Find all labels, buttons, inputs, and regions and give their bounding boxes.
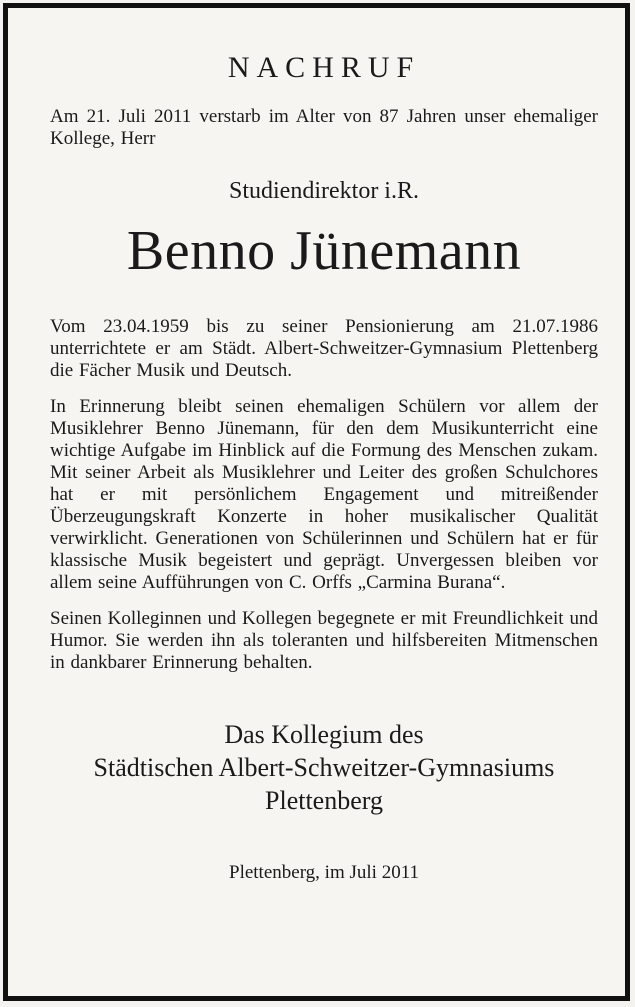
paragraph-career: Vom 23.04.1959 bis zu seiner Pensionierung am 21.07.1986 unterrichtete er am Städt. Albert-Schweitzer-Gymnasium Plettenberg die Fächer Musik und Deutsch. bbox=[50, 316, 598, 381]
deceased-title: Studiendirektor i.R. bbox=[229, 178, 419, 204]
paragraph-colleagues: Seinen Kolleginnen und Kollegen begegnete er mit Freundlichkeit und Humor. Sie werden ihn als toleranten und hilfsbereiten Mitmenschen in dankbarer Erinnerung behalten. bbox=[50, 608, 598, 673]
signature-line-1: Das Kollegium des bbox=[224, 720, 424, 749]
signature-line-2: Städtischen Albert-Schweitzer-Gymnasiums bbox=[93, 753, 555, 782]
obituary-frame bbox=[3, 3, 630, 1001]
place-date: Plettenberg, im Juli 2011 bbox=[229, 862, 419, 883]
signature-block bbox=[50, 718, 598, 817]
intro-text: Am 21. Juli 2011 verstarb im Alter von 87 Jahren unser ehemaliger Kollege, Herr bbox=[50, 106, 598, 149]
signature-line-3: Plettenberg bbox=[265, 786, 383, 815]
obituary-heading: NACHRUF bbox=[227, 51, 421, 84]
deceased-name: Benno Jünemann bbox=[126, 220, 522, 282]
paragraph-memory: In Erinnerung bleibt seinen ehemaligen Schülern vor allem der Musiklehrer Benno Jünemann, für den dem Musikunterricht eine wichtige Aufgabe im Hinblick auf die Formung des Menschen zukam. Mit seiner Arbeit als Musiklehrer und Leiter des großen Schulchores hat er mit persönlichem Engagement und mitreißender Überzeugungskraft Konzerte in hoher musikalischer Qualität verwirklicht. Generationen von Schülerinnen und Schülern hat er für klassische Musik begeistert und geprägt. Unvergessen bleiben vor allem seine Aufführungen von C. Orffs „Carmina Burana“. bbox=[50, 396, 598, 593]
obituary-content bbox=[50, 38, 598, 885]
